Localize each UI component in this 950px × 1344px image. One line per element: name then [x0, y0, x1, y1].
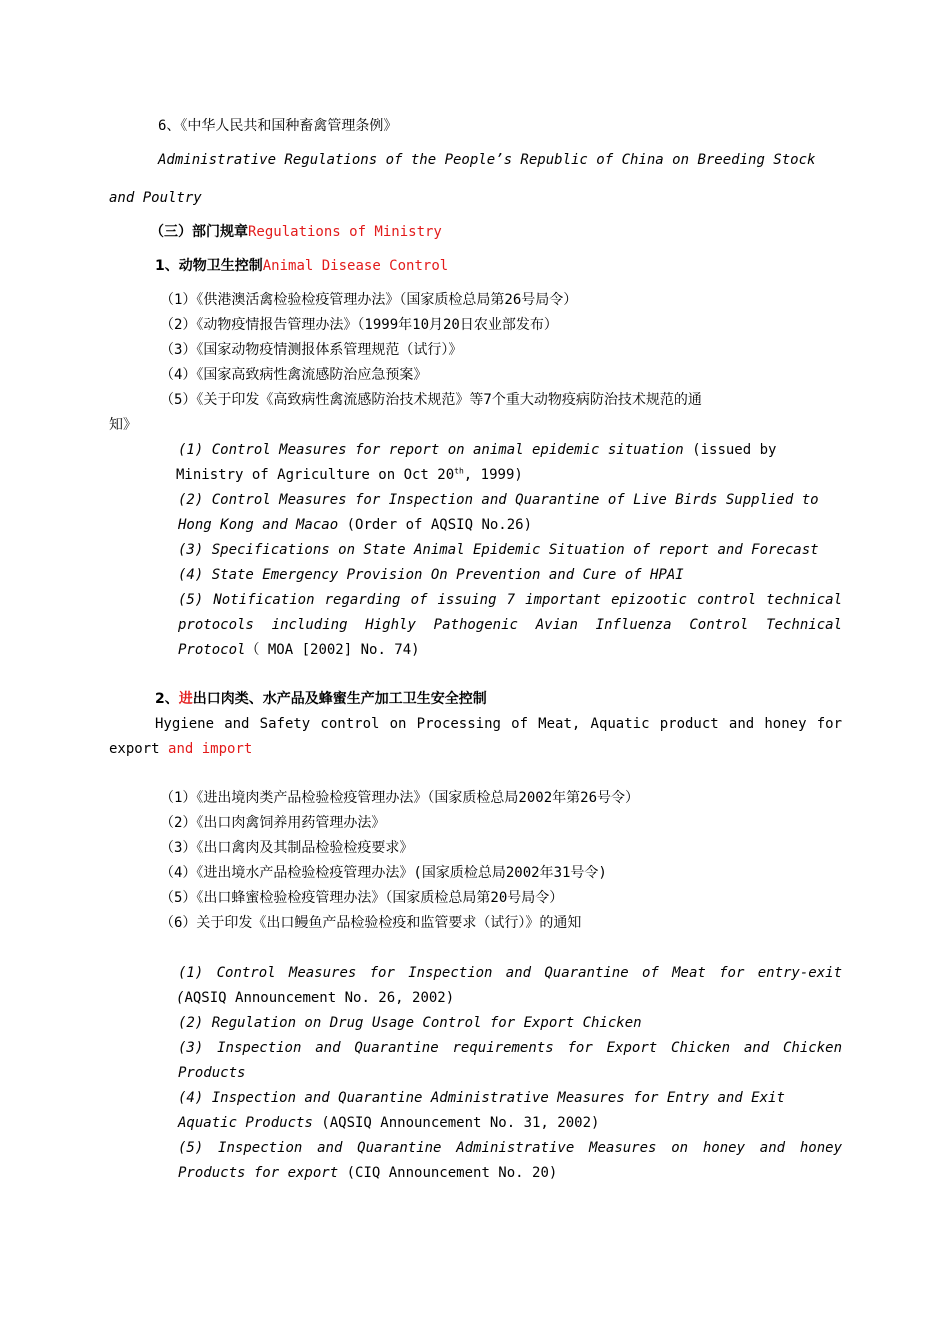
item6-en-line1: Administrative Regulations of the People’s Republic of China on Breeding Stock	[158, 152, 816, 168]
section3-heading-cn: （三）部门规章	[150, 224, 248, 240]
section3-heading	[150, 222, 442, 242]
sub2-en-item-2: (2) Regulation on Drug Usage Control for Export Chicken	[178, 1015, 642, 1031]
sub2-heading-num: 2、	[155, 691, 179, 707]
sub2-heading-rest: 出口肉类、水产品及蜂蜜生产加工卫生安全控制	[192, 691, 487, 707]
sub2-en-item-1: (1) Control Measures for Inspection and Quarantine of Meat for entry-exit	[178, 965, 842, 981]
sub2-en-item-1-paren: (	[176, 990, 185, 1006]
sub2-heading	[155, 689, 487, 709]
sub2-en-item-4: (4) Inspection and Quarantine Administrative Measures for Entry and Exit	[178, 1090, 785, 1106]
sub1-cn-item-1: （1）《供港澳活禽检验检疫管理办法》（国家质检总局第26号局令）	[160, 292, 578, 308]
sub2-en-export: export	[109, 741, 169, 757]
sub1-heading-cn: 1、动物卫生控制	[155, 258, 263, 274]
sub1-en-item-1-year: , 1999)	[463, 467, 523, 483]
sub2-heading-red: 进	[178, 691, 193, 707]
sub1-cn-item-5-cont: 知》	[109, 417, 137, 433]
sub2-en-item-4-ref: (AQSIQ Announcement No. 31, 2002)	[312, 1115, 600, 1131]
sub2-cn-item-1: （1）《进出境肉类产品检验检疫管理办法》（国家质检总局2002年第26号令）	[160, 790, 639, 806]
sub2-en-item-4-title: Aquatic Products	[178, 1115, 313, 1131]
sub2-cn-item-5: （5）《出口蜂蜜检验检疫管理办法》（国家质检总局第20号局令）	[160, 890, 564, 906]
sub1-en-item-3: (3) Specifications on State Animal Epidemic Situation of report and Forecast	[178, 542, 819, 558]
section3-heading-en: Regulations of Ministry	[248, 224, 442, 240]
sub1-cn-item-2: （2）《动物疫情报告管理办法》（1999年10月20日农业部发布）	[160, 317, 558, 333]
sub2-en-item-5: (5) Inspection and Quarantine Administrative Measures on honey and honey	[178, 1140, 842, 1156]
sub2-en-item-1-ref: AQSIQ Announcement No. 26, 2002)	[184, 990, 455, 1006]
sub2-en-heading-line2	[109, 739, 252, 759]
sub1-en-item-1-title: (1) Control Measures for report on animal epidemic situation	[178, 442, 684, 458]
sub2-cn-item-2: （2）《出口肉禽饲养用药管理办法》	[160, 815, 386, 831]
sub1-en-item-2-place: Hong Kong and Macao	[178, 517, 339, 533]
sub1-en-item-1-cont	[176, 465, 523, 485]
sub1-en-item-2: (2) Control Measures for Inspection and Quarantine of Live Birds Supplied to	[178, 492, 819, 508]
sub1-heading	[155, 256, 448, 276]
sub1-en-item-1-note: (issued by	[683, 442, 777, 458]
item6-en-line2: and Poultry	[109, 190, 202, 206]
sub1-en-item-1-date: Ministry of Agriculture on Oct 20	[176, 467, 455, 483]
sub2-en-item-3-cont: Products	[178, 1065, 246, 1081]
sub2-en-item-5-ref: (CIQ Announcement No. 20)	[338, 1165, 558, 1181]
sub1-heading-en: Animal Disease Control	[262, 258, 449, 274]
sub2-en-item-3: (3) Inspection and Quarantine requirements for Export Chicken and Chicken	[178, 1040, 842, 1056]
sub1-en-item-5-ref: （ MOA [2002] No. 74)	[245, 642, 420, 658]
sub1-en-item-2-order: (Order of AQSIQ No.26)	[338, 517, 533, 533]
sub1-en-item-5: (5) Notification regarding of issuing 7 important epizootic control technical	[178, 592, 842, 608]
sub1-en-item-5-end	[178, 640, 420, 660]
item6-cn: 6、《中华人民共和国种畜禽管理条例》	[158, 118, 398, 134]
sub1-cn-item-3: （3）《国家动物疫情测报体系管理规范（试行）》	[160, 342, 463, 358]
sub1-en-item-1	[178, 440, 776, 460]
sub2-en-item-4-cont	[178, 1113, 599, 1133]
sub1-en-item-2-cont	[178, 515, 532, 535]
sub2-cn-item-3: （3）《出口禽肉及其制品检验检疫要求》	[160, 840, 414, 856]
sub1-en-item-5-cont: protocols including Highly Pathogenic Avian Influenza Control Technical	[178, 617, 842, 633]
sub1-en-item-1-sup: th	[454, 466, 464, 476]
sub2-en-item-5-cont	[178, 1163, 557, 1183]
sub1-cn-item-4: （4）《国家高致病性禽流感防治应急预案》	[160, 367, 428, 383]
sub2-cn-item-6: （6）关于印发《出口鳗鱼产品检验检疫和监管要求（试行）》的通知	[160, 915, 582, 931]
sub2-en-item-1-cont	[176, 988, 454, 1008]
sub2-en-item-5-title: Products for export	[178, 1165, 339, 1181]
sub2-en-import: and import	[168, 741, 253, 757]
sub1-cn-item-5: （5）《关于印发《高致病性禽流感防治技术规范》等7个重大动物疫病防治技术规范的通	[160, 392, 702, 408]
sub2-en-heading-line1: Hygiene and Safety control on Processing of Meat, Aquatic product and honey for	[155, 716, 842, 732]
sub1-en-item-5-protocol: Protocol	[178, 642, 246, 658]
sub2-cn-item-4: （4）《进出境水产品检验检疫管理办法》(国家质检总局2002年31号令)	[160, 865, 607, 881]
sub1-en-item-4: (4) State Emergency Provision On Prevention and Cure of HPAI	[178, 567, 684, 583]
